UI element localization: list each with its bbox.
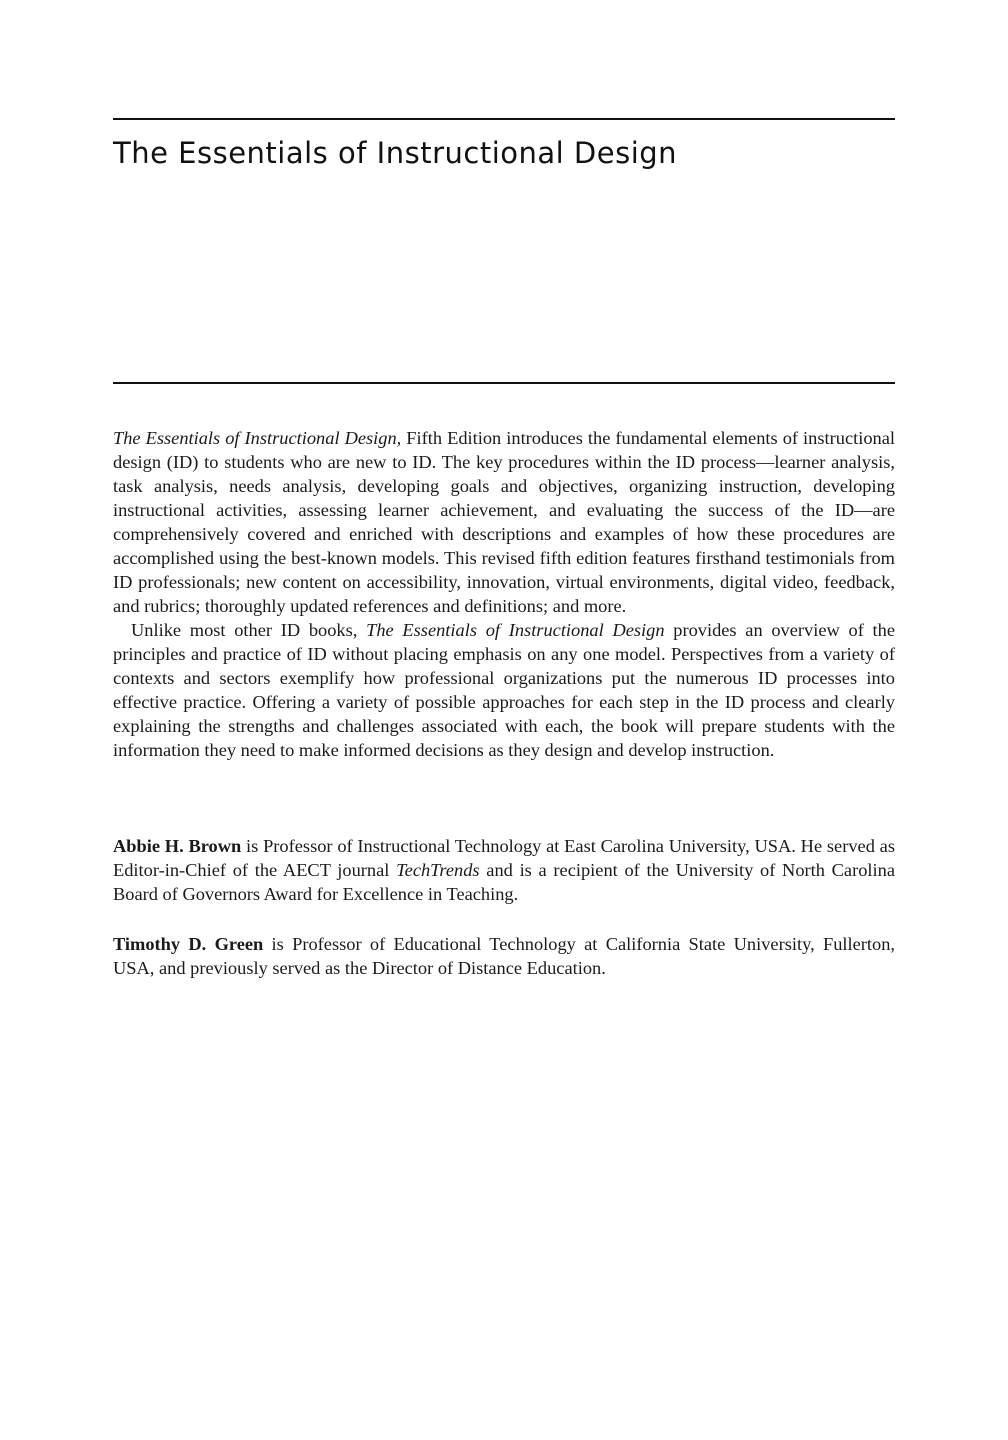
book-title-italic-2: The Essentials of Instructional Design [366,620,665,640]
page-title: The Essentials of Instructional Design [113,136,678,170]
author-name-green: Timothy D. Green [113,934,264,954]
bio-text-green: is Professor of Educational Technology at California State University, Fullerton, USA, and previously served as the Director of Distance Education. [113,934,895,978]
middle-rule [113,382,895,384]
bio-paragraph-green [113,932,895,980]
book-title-italic: The Essentials of Instructional Design, [113,428,402,448]
top-rule [113,118,895,120]
bio-paragraph-brown [113,834,895,906]
description-paragraph-2 [113,618,895,762]
author-bio-brown [113,834,895,906]
bio-text-brown-b: and is a recipient of the University of North Carolina Board of Governors Award for Excellence in Teaching. [113,860,895,904]
journal-title: TechTrends [396,860,480,880]
author-name-brown: Abbie H. Brown [113,836,242,856]
description-text-1: Fifth Edition introduces the fundamental elements of instructional design (ID) to students who are new to ID. The key procedures within the ID process—learner analysis, task analysis, needs analysis, developing goals and objectives, organizing instruction, developing instructional activities, assessing learner achievement, and evaluating the success of the ID—are comprehensively covered and enriched with descriptions and examples of how these procedures are accomplished using the best-known models. This revised fifth edition features firsthand testimonials from ID professionals; new content on accessibility, innovation, virtual environments, digital video, feedback, and rubrics; thoroughly updated references and definitions; and more. [113,428,895,616]
description-paragraph-1 [113,426,895,618]
description-lead-2: Unlike most other ID books, [131,620,367,640]
bio-text-brown-a: is Professor of Instructional Technology at East Carolina University, USA. He served as Editor-in-Chief of the AECT journal [113,836,895,880]
book-description [113,426,895,762]
author-bio-green [113,932,895,980]
description-text-2: provides an overview of the principles and practice of ID without placing emphasis on any one model. Perspectives from a variety of contexts and sectors exemplify how professional organizations put the numerous ID processes into effective practice. Offering a variety of possible approaches for each step in the ID process and clearly explaining the strengths and challenges associated with each, the book will prepare students with the information they need to make informed decisions as they design and develop instruction. [113,620,895,760]
